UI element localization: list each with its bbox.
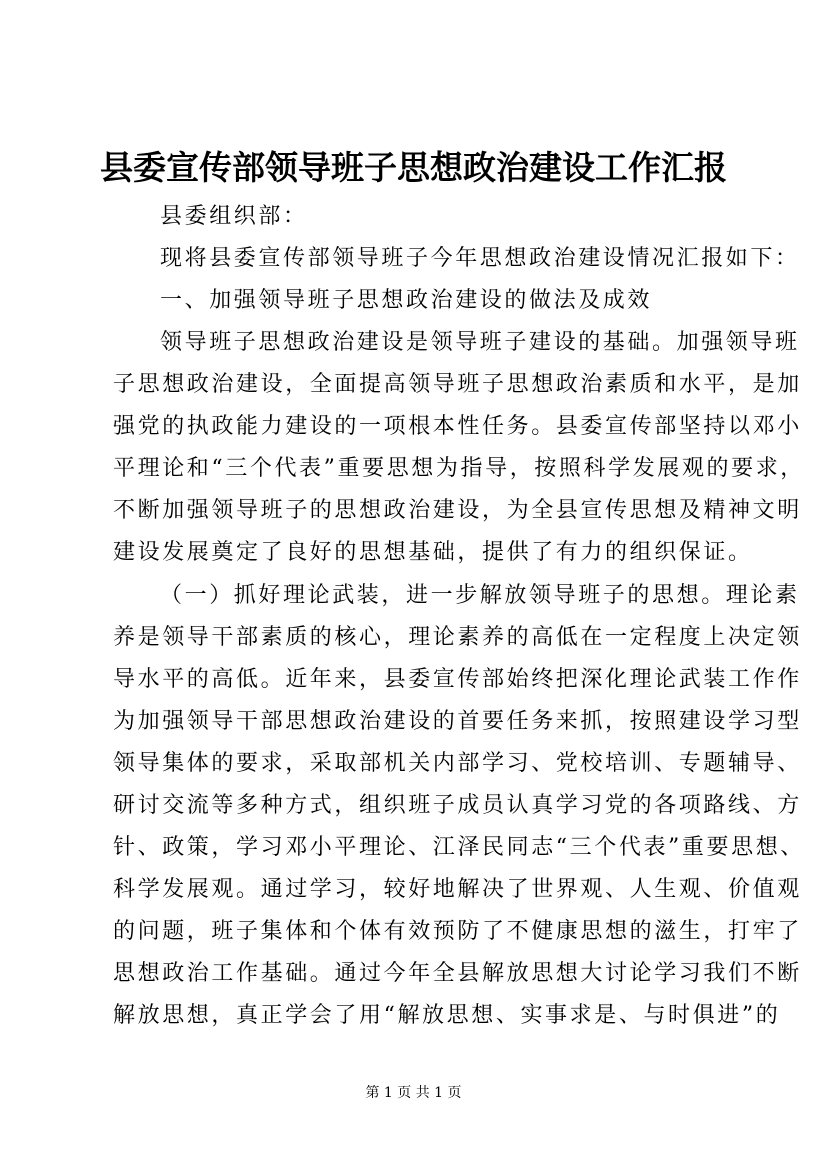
paragraph-line: 解放思想，真正学会了用“解放思想、实事求是、与时俱进”的 <box>113 1003 781 1028</box>
paragraph-line: 科学发展观。通过学习，较好地解决了世界观、人生观、价值观 <box>113 877 802 902</box>
salutation: 县委组织部： <box>160 204 308 229</box>
intro-line: 现将县委宣传部领导班子今年思想政治建设情况汇报如下： <box>160 246 800 271</box>
paragraph-line: 针、政策，学习邓小平理论、江泽民同志“三个代表”重要思想、 <box>113 835 805 860</box>
paragraph-line: 养是领导干部素质的核心，理论素养的高低在一定程度上决定领 <box>113 625 802 650</box>
paragraph-line: 的问题，班子集体和个体有效预防了不健康思想的滋生，打牢了 <box>113 919 802 944</box>
paragraph-line: 子思想政治建设，全面提高领导班子思想政治素质和水平，是加 <box>113 372 802 397</box>
paragraph-line: 不断加强领导班子的思想政治建设，为全县宣传思想及精神文明 <box>113 498 802 523</box>
paragraph-line: 思想政治工作基础。通过今年全县解放思想大讨论学习我们不断 <box>113 961 802 986</box>
paragraph-line: 研讨交流等多种方式，组织班子成员认真学习党的各项路线、方 <box>113 793 802 818</box>
paragraph-line: 领导集体的要求，采取部机关内部学习、党校培训、专题辅导、 <box>113 751 802 776</box>
page-footer: 第 1 页 共 1 页 <box>365 1085 462 1101</box>
document-title: 县委宣传部领导班子思想政治建设工作汇报 <box>100 148 727 187</box>
paragraph-line: 强党的执政能力建设的一项根本性任务。县委宣传部坚持以邓小 <box>113 414 802 439</box>
paragraph-line: 导水平的高低。近年来，县委宣传部始终把深化理论武装工作作 <box>113 667 802 692</box>
paragraph-line: 为加强领导干部思想政治建设的首要任务来抓，按照建设学习型 <box>113 709 802 734</box>
paragraph-line: 领导班子思想政治建设是领导班子建设的基础。加强领导班 <box>160 330 800 355</box>
section-heading: 一、加强领导班子思想政治建设的做法及成效 <box>160 288 653 313</box>
paragraph-line: 建设发展奠定了良好的思想基础，提供了有力的组织保证。 <box>113 540 753 565</box>
subsection-line: （一）抓好理论武装，进一步解放领导班子的思想。理论素 <box>160 583 800 608</box>
paragraph-line: 平理论和“三个代表”重要思想为指导，按照科学发展观的要求， <box>113 456 805 481</box>
